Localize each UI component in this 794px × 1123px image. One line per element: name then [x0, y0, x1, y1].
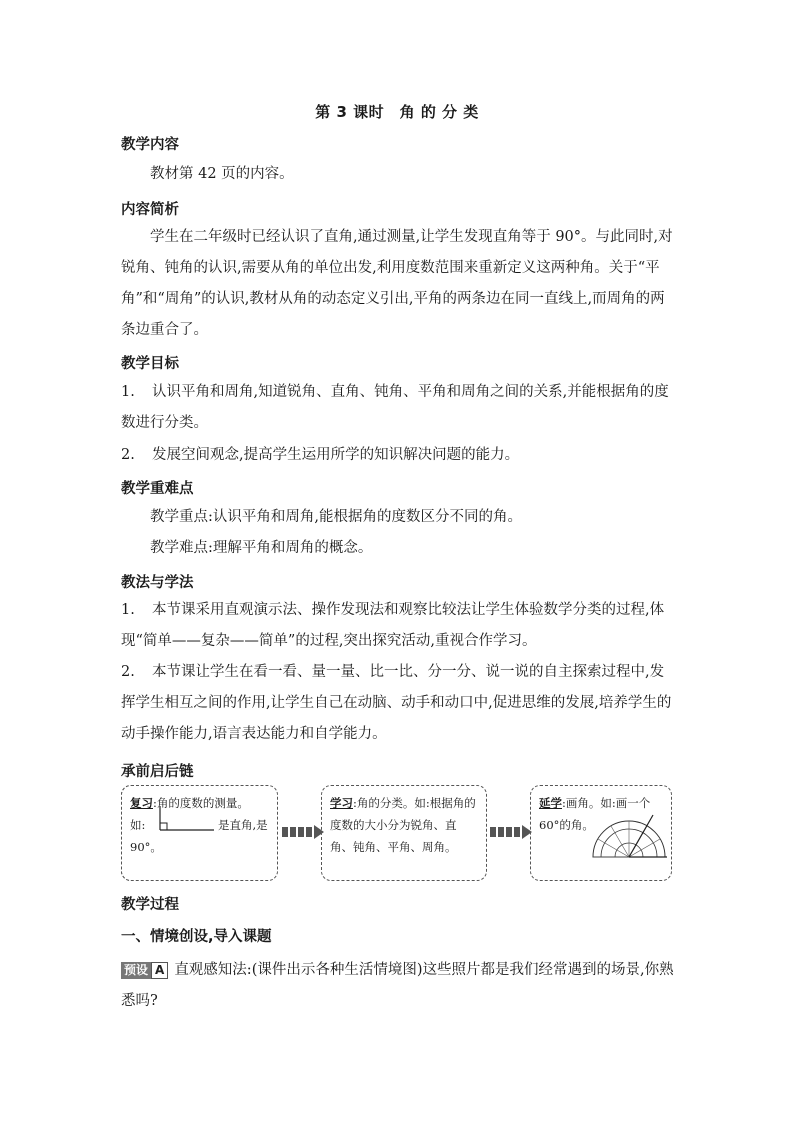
review-card-main	[121, 785, 278, 881]
review-example-prefix: 如:	[130, 818, 146, 832]
goal-item-1	[121, 377, 677, 439]
heading-methods: 教法与学法	[121, 575, 194, 591]
method-num: 2.	[121, 664, 135, 680]
arrow-right-icon	[282, 825, 324, 839]
protractor-icon	[589, 803, 669, 861]
preset-badge: 预设	[121, 962, 151, 979]
page-title: 第 3 课时 角 的 分 类	[315, 103, 479, 121]
difficult-point: 教学难点:理解平角和周角的概念。	[150, 540, 373, 556]
heading-step1: 一、情境创设,导入课题	[121, 929, 272, 945]
heading-key-points: 教学重难点	[121, 481, 194, 497]
heading-content: 教学内容	[121, 137, 179, 153]
goal-num: 1.	[121, 384, 135, 400]
method-text: 本节课让学生在看一看、量一量、比一比、分一分、说一说的自主探索过程中,发挥学生相互之间的作用,让学生自己在动脑、动手和动口中,促进思维的发展,培养学生的动手操作能力,语言表达能力和自学能力。	[121, 664, 672, 742]
method-item-2	[121, 657, 677, 750]
preset-paragraph	[121, 955, 677, 1017]
extend-text: :画角。如:画一个 60°的角。	[539, 796, 651, 832]
learn-card	[321, 785, 487, 881]
goal-text: 认识平角和周角,知道锐角、直角、钝角、平角和周角之间的关系,并能根据角的度数进行分类。	[121, 384, 669, 431]
preset-letter-badge: A	[151, 962, 168, 979]
arrow-right-icon	[490, 825, 532, 839]
analysis-text: 学生在二年级时已经认识了直角,通过测量,让学生发现直角等于 90°。与此同时,对锐角、钝角的认识,需要从角的单位出发,利用度数范围来重新定义这两种角。关于“平角”和“周角”的认识,教材从角的动态定义引出,平角的两条边在同一直线上,而周角的两条边重合了。	[121, 229, 673, 338]
review-example-end: 90°。	[130, 840, 162, 854]
heading-goals: 教学目标	[121, 356, 179, 372]
goal-num: 2.	[121, 447, 135, 463]
method-item-1	[121, 595, 677, 657]
learn-text: :角的分类。如:根据角的度数的大小分为锐角、直角、钝角、平角、周角。	[330, 796, 476, 854]
review-line-2	[130, 814, 269, 836]
method-num: 1.	[121, 602, 135, 618]
right-angle-icon	[154, 804, 216, 834]
heading-analysis: 内容简析	[121, 202, 179, 218]
extend-tag: 延学	[539, 796, 562, 810]
review-text: :角的度数的测量。	[153, 796, 249, 810]
heading-chain: 承前启后链	[121, 764, 194, 780]
review-example-suffix: 是直角,是	[218, 818, 268, 832]
preset-text: 直观感知法:(课件出示各种生活情境图)这些照片都是我们经常遇到的场景,你熟悉吗?	[121, 962, 674, 1009]
review-tag: 复习	[130, 796, 153, 810]
key-point: 教学重点:认识平角和周角,能根据角的度数区分不同的角。	[150, 509, 522, 525]
method-text: 本节课采用直观演示法、操作发现法和观察比较法让学生体验数学分类的过程,体现“简单——复杂——简单”的过程,突出探究活动,重视合作学习。	[121, 602, 665, 649]
heading-process: 教学过程	[121, 897, 179, 913]
learn-tag: 学习	[330, 796, 353, 810]
content-text: 教材第 42 页的内容。	[150, 166, 294, 182]
learn-content	[330, 792, 478, 858]
goal-text: 发展空间观念,提高学生运用所学的知识解决问题的能力。	[152, 447, 520, 463]
goal-item-2	[121, 440, 677, 471]
